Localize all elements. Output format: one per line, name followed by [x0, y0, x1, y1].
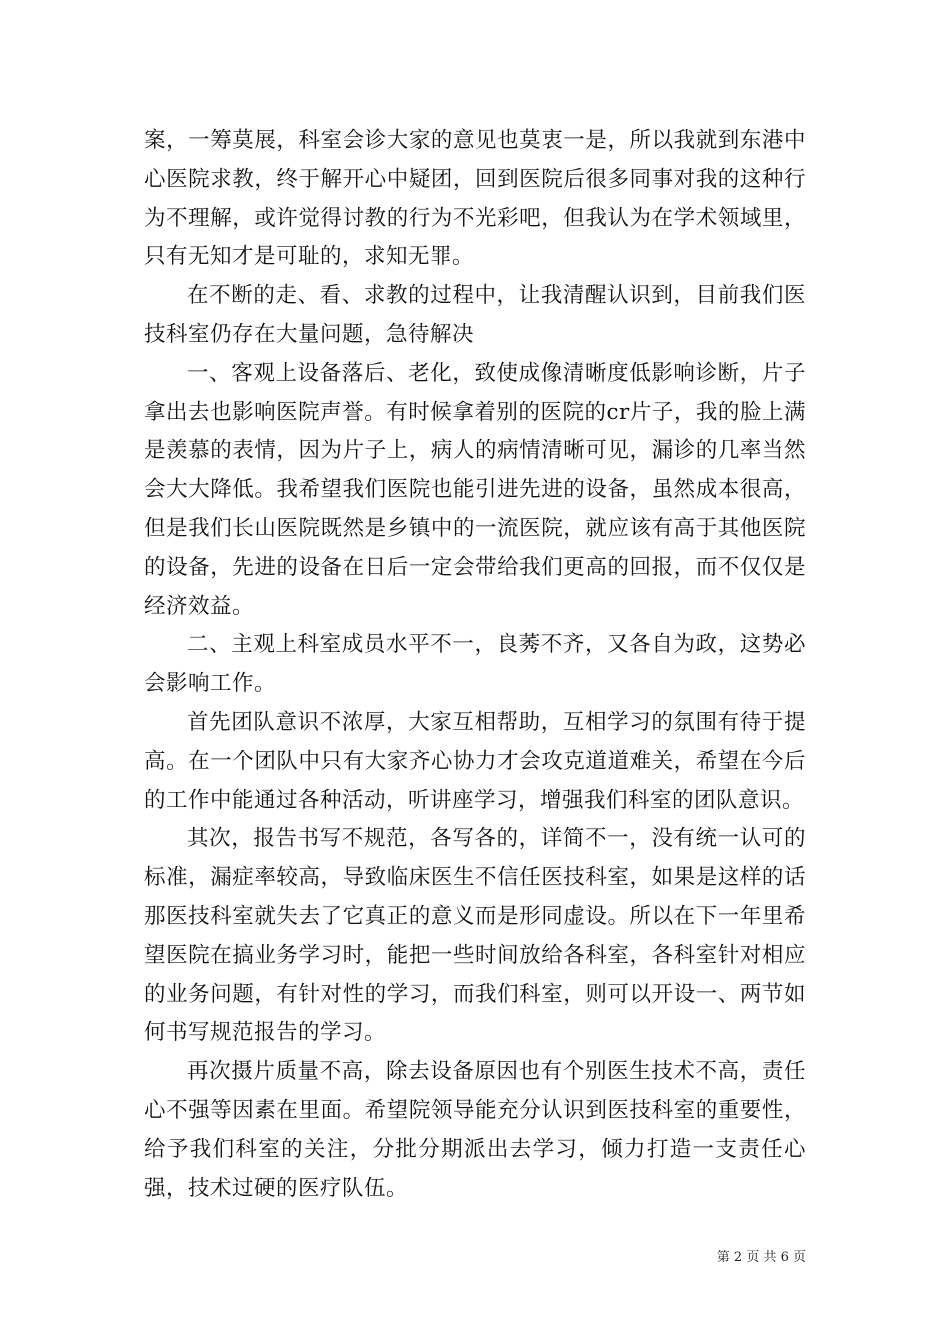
- paragraph-1: 案，一筹莫展，科室会诊大家的意见也莫衷一是，所以我就到东港中心医院求教，终于解开心中疑团，回到医院后很多同事对我的这种行为不理解，或许觉得讨教的行为不光彩吧，但我认为在学术领域里，只有无知才是可耻的，求知无罪。: [144, 128, 806, 270]
- paragraph-3: 一、客观上设备落后、老化，致使成像清晰度低影响诊断，片子拿出去也影响医院声誉。有时候拿着别的医院的cr片子，我的脸上满是羡慕的表情，因为片子上，病人的病情清晰可见，漏诊的几率当然会大大降低。我希望我们医院也能引进先进的设备，虽然成本很高，但是我们长山医院既然是乡镇中的一流医院，就应该有高于其他医院的设备，先进的设备在日后一定会带给我们更高的回报，而不仅仅是经济效益。: [144, 360, 806, 619]
- document-body: [144, 122, 806, 1208]
- paragraph-6: 其次，报告书写不规范，各写各的，详简不一，没有统一认可的标准，漏症率较高，导致临床医生不信任医技科室，如果是这样的话那医技科室就失去了它真正的意义而是形同虚设。所以在下一年里希望医院在搞业务学习时，能把一些时间放给各科室，各科室针对相应的业务问题，有针对性的学习，而我们科室，则可以开设一、两节如何书写规范报告的学习。: [144, 826, 806, 1046]
- page-number-footer: 第 2 页 共 6 页: [716, 1250, 806, 1265]
- paragraph-7: 再次摄片质量不高，除去设备原因也有个别医生技术不高，责任心不强等因素在里面。希望院领导能充分认识到医技科室的重要性，给予我们科室的关注，分批分期派出去学习，倾力打造一支责任心强，技术过硬的医疗队伍。: [144, 1059, 806, 1201]
- paragraph-5: 首先团队意识不浓厚，大家互相帮助，互相学习的氛围有待于提高。在一个团队中只有大家齐心协力才会攻克道道难关，希望在今后的工作中能通过各种活动，听讲座学习，增强我们科室的团队意识。: [144, 709, 806, 813]
- paragraph-4: 二、主观上科室成员水平不一，良莠不齐，又各自为政，这势必会影响工作。: [144, 632, 806, 697]
- paragraph-2: 在不断的走、看、求教的过程中，让我清醒认识到，目前我们医技科室仍存在大量问题，急待解决: [144, 283, 806, 347]
